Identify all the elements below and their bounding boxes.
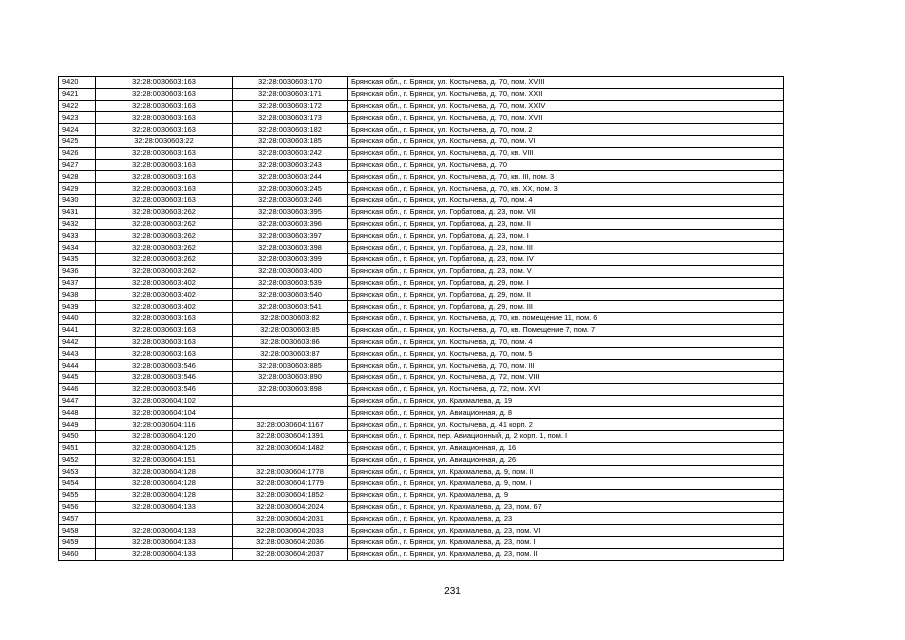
address-cell: Брянская обл., г. Брянск, ул. Костычева, д. 41 корп. 2 (348, 419, 784, 431)
address-cell: Брянская обл., г. Брянск, ул. Костычева, д. 70, пом. 4 (348, 194, 784, 206)
cadastral-number-cell: 32:28:0030603:396 (233, 218, 348, 230)
address-cell: Брянская обл., г. Брянск, ул. Костычева, д. 70, пом. 5 (348, 348, 784, 360)
address-cell: Брянская обл., г. Брянск, ул. Крахмалева, д. 9, пом. I (348, 478, 784, 490)
cadastral-number-cell: 32:28:0030603:540 (233, 289, 348, 301)
row-number-cell: 9452 (59, 454, 96, 466)
row-number-cell: 9434 (59, 242, 96, 254)
parent-cadastral-number-cell: 32:28:0030604:133 (96, 537, 233, 549)
parent-cadastral-number-cell: 32:28:0030604:151 (96, 454, 233, 466)
cadastral-number-cell: 32:28:0030603:541 (233, 301, 348, 313)
address-cell: Брянская обл., г. Брянск, ул. Костычева, д. 72, пом. VIII (348, 371, 784, 383)
table-row (59, 336, 784, 348)
parent-cadastral-number-cell: 32:28:0030603:163 (96, 324, 233, 336)
parent-cadastral-number-cell: 32:28:0030603:402 (96, 289, 233, 301)
cadastral-number-cell: 32:28:0030603:170 (233, 77, 348, 89)
table-row (59, 407, 784, 419)
cadastral-number-cell: 32:28:0030603:82 (233, 312, 348, 324)
cadastral-number-cell: 32:28:0030603:399 (233, 253, 348, 265)
row-number-cell: 9456 (59, 501, 96, 513)
parent-cadastral-number-cell: 32:28:0030603:163 (96, 171, 233, 183)
row-number-cell: 9447 (59, 395, 96, 407)
cadastral-number-cell: 32:28:0030604:2031 (233, 513, 348, 525)
row-number-cell: 9429 (59, 183, 96, 195)
cadastral-number-cell: 32:28:0030603:397 (233, 230, 348, 242)
parent-cadastral-number-cell: 32:28:0030604:133 (96, 548, 233, 560)
cadastral-number-cell: 32:28:0030603:185 (233, 135, 348, 147)
address-cell: Брянская обл., г. Брянск, ул. Костычева, д. 70, пом. 2 (348, 124, 784, 136)
cadastral-number-cell: 32:28:0030603:182 (233, 124, 348, 136)
row-number-cell: 9448 (59, 407, 96, 419)
table-row (59, 360, 784, 372)
cadastral-number-cell (233, 395, 348, 407)
cadastral-number-cell: 32:28:0030604:2037 (233, 548, 348, 560)
cadastral-number-cell: 32:28:0030603:85 (233, 324, 348, 336)
table-row (59, 159, 784, 171)
parent-cadastral-number-cell: 32:28:0030604:125 (96, 442, 233, 454)
parent-cadastral-number-cell: 32:28:0030603:163 (96, 159, 233, 171)
cadastral-number-cell: 32:28:0030603:898 (233, 383, 348, 395)
table-row (59, 183, 784, 195)
parent-cadastral-number-cell: 32:28:0030603:22 (96, 135, 233, 147)
row-number-cell: 9441 (59, 324, 96, 336)
row-number-cell: 9450 (59, 430, 96, 442)
table-row (59, 77, 784, 89)
parent-cadastral-number-cell: 32:28:0030603:163 (96, 147, 233, 159)
cadastral-number-cell: 32:28:0030604:1852 (233, 489, 348, 501)
parent-cadastral-number-cell: 32:28:0030604:133 (96, 501, 233, 513)
row-number-cell: 9426 (59, 147, 96, 159)
cadastral-number-cell: 32:28:0030603:242 (233, 147, 348, 159)
address-cell: Брянская обл., г. Брянск, ул. Горбатова, д. 23, пом. I (348, 230, 784, 242)
parent-cadastral-number-cell: 32:28:0030603:402 (96, 277, 233, 289)
parent-cadastral-number-cell: 32:28:0030603:262 (96, 206, 233, 218)
address-cell: Брянская обл., г. Брянск, ул. Горбатова, д. 23, пом. V (348, 265, 784, 277)
row-number-cell: 9427 (59, 159, 96, 171)
cadastral-number-cell: 32:28:0030603:400 (233, 265, 348, 277)
row-number-cell: 9433 (59, 230, 96, 242)
parent-cadastral-number-cell (96, 513, 233, 525)
row-number-cell: 9446 (59, 383, 96, 395)
parent-cadastral-number-cell: 32:28:0030603:163 (96, 100, 233, 112)
address-cell: Брянская обл., г. Брянск, ул. Костычева, д. 70, кв. помещение 11, пом. 6 (348, 312, 784, 324)
cadastral-number-cell: 32:28:0030604:2024 (233, 501, 348, 513)
row-number-cell: 9454 (59, 478, 96, 490)
parent-cadastral-number-cell: 32:28:0030603:163 (96, 336, 233, 348)
table-row (59, 277, 784, 289)
row-number-cell: 9440 (59, 312, 96, 324)
address-cell: Брянская обл., г. Брянск, ул. Костычева, д. 70, пом. XVII (348, 112, 784, 124)
address-cell: Брянская обл., г. Брянск, ул. Крахмалева, д. 23, пом. I (348, 537, 784, 549)
address-cell: Брянская обл., г. Брянск, ул. Костычева, д. 72, пом. XVI (348, 383, 784, 395)
address-cell: Брянская обл., г. Брянск, ул. Костычева, д. 70, пом. XXIV (348, 100, 784, 112)
row-number-cell: 9453 (59, 466, 96, 478)
table-row (59, 265, 784, 277)
cadastral-number-cell: 32:28:0030603:86 (233, 336, 348, 348)
table-row (59, 489, 784, 501)
parent-cadastral-number-cell: 32:28:0030603:163 (96, 124, 233, 136)
row-number-cell: 9437 (59, 277, 96, 289)
address-cell: Брянская обл., г. Брянск, ул. Костычева, д. 70, кв. VIII (348, 147, 784, 159)
row-number-cell: 9438 (59, 289, 96, 301)
row-number-cell: 9430 (59, 194, 96, 206)
address-cell: Брянская обл., г. Брянск, ул. Костычева, д. 70, кв. XX, пом. 3 (348, 183, 784, 195)
cadastral-number-cell: 32:28:0030603:171 (233, 88, 348, 100)
parent-cadastral-number-cell: 32:28:0030603:163 (96, 77, 233, 89)
address-cell: Брянская обл., г. Брянск, ул. Крахмалева, д. 23, пом. 67 (348, 501, 784, 513)
address-cell: Брянская обл., г. Брянск, пер. Авиационный, д. 2 корп. 1, пом. I (348, 430, 784, 442)
address-cell: Брянская обл., г. Брянск, ул. Горбатова, д. 23, пом. II (348, 218, 784, 230)
table-row (59, 171, 784, 183)
table-row (59, 430, 784, 442)
row-number-cell: 9458 (59, 525, 96, 537)
table-row (59, 501, 784, 513)
cadastral-number-cell: 32:28:0030604:2033 (233, 525, 348, 537)
parent-cadastral-number-cell: 32:28:0030603:163 (96, 194, 233, 206)
parent-cadastral-number-cell: 32:28:0030603:262 (96, 230, 233, 242)
address-cell: Брянская обл., г. Брянск, ул. Авиационная, д. 8 (348, 407, 784, 419)
row-number-cell: 9424 (59, 124, 96, 136)
address-cell: Брянская обл., г. Брянск, ул. Крахмалева, д. 9, пом. II (348, 466, 784, 478)
table-row (59, 454, 784, 466)
table-row (59, 242, 784, 254)
row-number-cell: 9443 (59, 348, 96, 360)
table-row (59, 466, 784, 478)
cadastral-number-cell: 32:28:0030603:243 (233, 159, 348, 171)
address-cell: Брянская обл., г. Брянск, ул. Костычева, д. 70, пом. III (348, 360, 784, 372)
parent-cadastral-number-cell: 32:28:0030604:128 (96, 478, 233, 490)
table-row (59, 371, 784, 383)
parent-cadastral-number-cell: 32:28:0030604:102 (96, 395, 233, 407)
parent-cadastral-number-cell: 32:28:0030603:546 (96, 360, 233, 372)
parent-cadastral-number-cell: 32:28:0030604:128 (96, 489, 233, 501)
cadastral-number-cell: 32:28:0030603:539 (233, 277, 348, 289)
cadastral-number-cell: 32:28:0030603:246 (233, 194, 348, 206)
table-row (59, 324, 784, 336)
cadastral-number-cell: 32:28:0030603:245 (233, 183, 348, 195)
table-row (59, 525, 784, 537)
parent-cadastral-number-cell: 32:28:0030603:402 (96, 301, 233, 313)
table-row (59, 419, 784, 431)
row-number-cell: 9425 (59, 135, 96, 147)
address-cell: Брянская обл., г. Брянск, ул. Крахмалева, д. 9 (348, 489, 784, 501)
address-cell: Брянская обл., г. Брянск, ул. Горбатова, д. 23, пом. IV (348, 253, 784, 265)
row-number-cell: 9421 (59, 88, 96, 100)
row-number-cell: 9460 (59, 548, 96, 560)
parent-cadastral-number-cell: 32:28:0030603:163 (96, 312, 233, 324)
table-row (59, 348, 784, 360)
page-number: 231 (444, 586, 461, 597)
address-cell: Брянская обл., г. Брянск, ул. Горбатова, д. 29, пом. II (348, 289, 784, 301)
parent-cadastral-number-cell: 32:28:0030604:104 (96, 407, 233, 419)
address-cell: Брянская обл., г. Брянск, ул. Крахмалева, д. 23, пом. II (348, 548, 784, 560)
table-row (59, 112, 784, 124)
table-row (59, 147, 784, 159)
table-row (59, 194, 784, 206)
cadastral-number-cell: 32:28:0030603:173 (233, 112, 348, 124)
parent-cadastral-number-cell: 32:28:0030604:120 (96, 430, 233, 442)
cadastral-number-cell (233, 407, 348, 419)
table-row (59, 135, 784, 147)
table-row (59, 289, 784, 301)
parent-cadastral-number-cell: 32:28:0030603:163 (96, 88, 233, 100)
address-cell: Брянская обл., г. Брянск, ул. Костычева, д. 70, пом. 4 (348, 336, 784, 348)
address-cell: Брянская обл., г. Брянск, ул. Костычева, д. 70, кв. III, пом. 3 (348, 171, 784, 183)
cadastral-number-cell: 32:28:0030603:87 (233, 348, 348, 360)
cadastral-number-cell: 32:28:0030604:1779 (233, 478, 348, 490)
row-number-cell: 9423 (59, 112, 96, 124)
table-row (59, 100, 784, 112)
parent-cadastral-number-cell: 32:28:0030604:133 (96, 525, 233, 537)
property-register-table (58, 76, 784, 561)
row-number-cell: 9431 (59, 206, 96, 218)
table-row (59, 548, 784, 560)
row-number-cell: 9442 (59, 336, 96, 348)
table-row (59, 537, 784, 549)
table-row (59, 218, 784, 230)
parent-cadastral-number-cell: 32:28:0030603:546 (96, 371, 233, 383)
parent-cadastral-number-cell: 32:28:0030603:262 (96, 265, 233, 277)
cadastral-number-cell: 32:28:0030603:395 (233, 206, 348, 218)
table-row (59, 478, 784, 490)
address-cell: Брянская обл., г. Брянск, ул. Костычева, д. 70 (348, 159, 784, 171)
table-row (59, 124, 784, 136)
register-table-body (59, 77, 784, 561)
table-row (59, 253, 784, 265)
address-cell: Брянская обл., г. Брянск, ул. Костычева, д. 70, кв. Помещение 7, пом. 7 (348, 324, 784, 336)
parent-cadastral-number-cell: 32:28:0030604:116 (96, 419, 233, 431)
parent-cadastral-number-cell: 32:28:0030603:262 (96, 242, 233, 254)
address-cell: Брянская обл., г. Брянск, ул. Горбатова, д. 29, пом. I (348, 277, 784, 289)
cadastral-number-cell: 32:28:0030604:1778 (233, 466, 348, 478)
table-row (59, 383, 784, 395)
cadastral-number-cell: 32:28:0030603:244 (233, 171, 348, 183)
address-cell: Брянская обл., г. Брянск, ул. Костычева, д. 70, пом. VI (348, 135, 784, 147)
row-number-cell: 9420 (59, 77, 96, 89)
parent-cadastral-number-cell: 32:28:0030604:128 (96, 466, 233, 478)
row-number-cell: 9449 (59, 419, 96, 431)
row-number-cell: 9436 (59, 265, 96, 277)
parent-cadastral-number-cell: 32:28:0030603:163 (96, 112, 233, 124)
row-number-cell: 9445 (59, 371, 96, 383)
cadastral-number-cell: 32:28:0030604:2036 (233, 537, 348, 549)
row-number-cell: 9432 (59, 218, 96, 230)
parent-cadastral-number-cell: 32:28:0030603:163 (96, 348, 233, 360)
parent-cadastral-number-cell: 32:28:0030603:262 (96, 218, 233, 230)
table-row (59, 206, 784, 218)
address-cell: Брянская обл., г. Брянск, ул. Крахмалева, д. 23, пом. VI (348, 525, 784, 537)
row-number-cell: 9428 (59, 171, 96, 183)
cadastral-number-cell: 32:28:0030604:1391 (233, 430, 348, 442)
table-row (59, 395, 784, 407)
row-number-cell: 9444 (59, 360, 96, 372)
table-row (59, 230, 784, 242)
row-number-cell: 9422 (59, 100, 96, 112)
table-row (59, 312, 784, 324)
cadastral-number-cell: 32:28:0030603:398 (233, 242, 348, 254)
parent-cadastral-number-cell: 32:28:0030603:262 (96, 253, 233, 265)
table-row (59, 442, 784, 454)
cadastral-number-cell: 32:28:0030603:885 (233, 360, 348, 372)
cadastral-number-cell (233, 454, 348, 466)
cadastral-number-cell: 32:28:0030603:890 (233, 371, 348, 383)
parent-cadastral-number-cell: 32:28:0030603:546 (96, 383, 233, 395)
row-number-cell: 9459 (59, 537, 96, 549)
row-number-cell: 9435 (59, 253, 96, 265)
table-row (59, 513, 784, 525)
address-cell: Брянская обл., г. Брянск, ул. Авиационная, д. 16 (348, 442, 784, 454)
parent-cadastral-number-cell: 32:28:0030603:163 (96, 183, 233, 195)
address-cell: Брянская обл., г. Брянск, ул. Горбатова, д. 23, пом. III (348, 242, 784, 254)
table-row (59, 88, 784, 100)
address-cell: Брянская обл., г. Брянск, ул. Крахмалева, д. 19 (348, 395, 784, 407)
cadastral-number-cell: 32:28:0030604:1167 (233, 419, 348, 431)
row-number-cell: 9439 (59, 301, 96, 313)
address-cell: Брянская обл., г. Брянск, ул. Горбатова, д. 23, пом. VII (348, 206, 784, 218)
address-cell: Брянская обл., г. Брянск, ул. Костычева, д. 70, пом. XXII (348, 88, 784, 100)
table-row (59, 301, 784, 313)
row-number-cell: 9451 (59, 442, 96, 454)
address-cell: Брянская обл., г. Брянск, ул. Крахмалева, д. 23 (348, 513, 784, 525)
address-cell: Брянская обл., г. Брянск, ул. Горбатова, д. 29, пом. III (348, 301, 784, 313)
address-cell: Брянская обл., г. Брянск, ул. Костычева, д. 70, пом. XVIII (348, 77, 784, 89)
row-number-cell: 9457 (59, 513, 96, 525)
cadastral-number-cell: 32:28:0030604:1482 (233, 442, 348, 454)
cadastral-number-cell: 32:28:0030603:172 (233, 100, 348, 112)
address-cell: Брянская обл., г. Брянск, ул. Авиационная, д. 26 (348, 454, 784, 466)
row-number-cell: 9455 (59, 489, 96, 501)
